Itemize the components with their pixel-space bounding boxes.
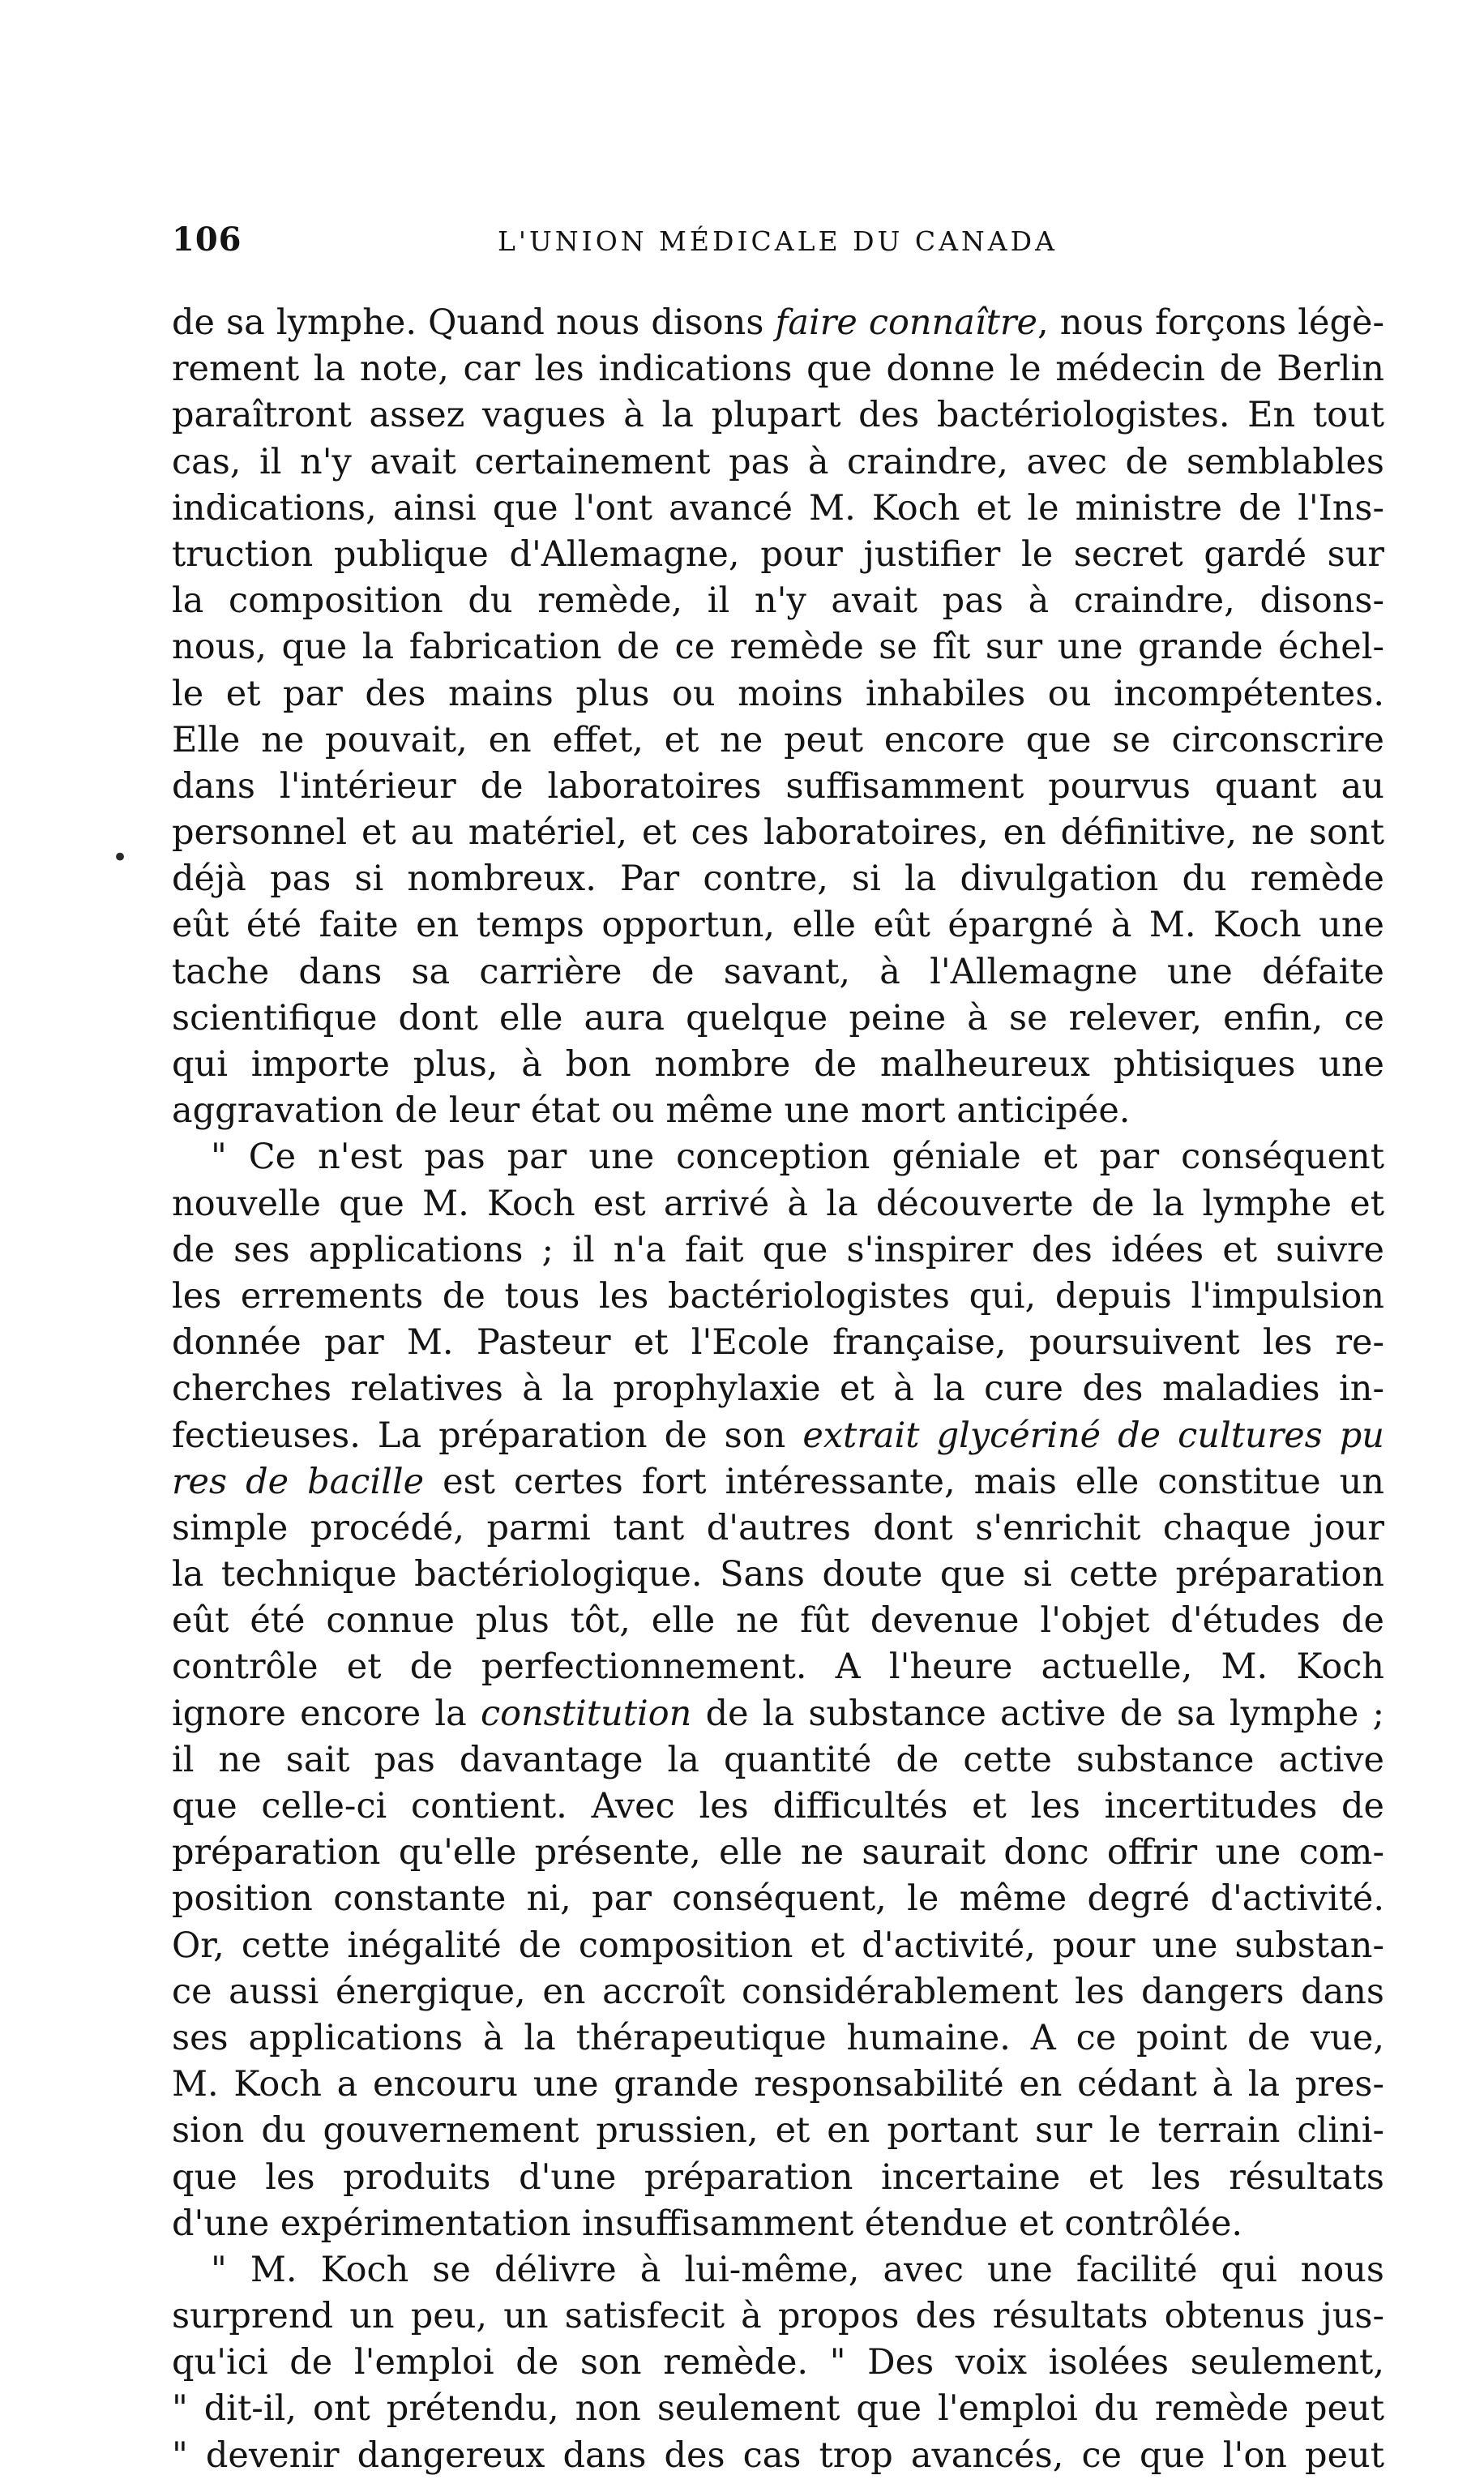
text-line bbox=[172, 1320, 1384, 1366]
text-segment: truction publique d'Allemagne, pour justifier le secret gardé sur bbox=[172, 533, 1384, 575]
text-line bbox=[172, 1737, 1384, 1784]
text-line bbox=[172, 1969, 1384, 2015]
text-line bbox=[172, 439, 1384, 486]
text-segment: , nous forçons légè- bbox=[1037, 302, 1385, 343]
text-line bbox=[172, 717, 1384, 764]
text-line bbox=[172, 2201, 1384, 2247]
text-segment: Elle ne pouvait, en effet, et ne peut encore que se circonscrire bbox=[172, 719, 1384, 760]
page-number: 106 bbox=[172, 221, 242, 259]
text-segment: tache dans sa carrière de savant, à l'Allemagne une défaite bbox=[172, 951, 1384, 992]
text-line bbox=[172, 2015, 1384, 2062]
text-segment: nouvelle que M. Koch est arrivé à la découverte de la lymphe et bbox=[172, 1183, 1384, 1224]
text-segment: que celle-ci contient. Avec les difficultés et les incertitudes de bbox=[172, 1786, 1384, 1826]
italic-text-segment: res de bacille bbox=[172, 1461, 425, 1502]
text-line bbox=[172, 1088, 1384, 1134]
text-line bbox=[172, 810, 1384, 856]
text-line bbox=[172, 2293, 1384, 2340]
text-segment: " dit-il, ont prétendu, non seulement que l'emploi du remède peut bbox=[172, 2388, 1384, 2430]
body-text bbox=[172, 300, 1384, 2479]
text-line bbox=[172, 346, 1384, 392]
text-segment: rement la note, car les indications que donne le médecin de Berlin bbox=[172, 349, 1384, 390]
text-line bbox=[172, 1505, 1384, 1552]
text-segment: " M. Koch se délivre à lui-même, avec une facilité qui nous bbox=[211, 2249, 1384, 2290]
text-segment: surprend un peu, un satisfecit à propos des résultats obtenus jus- bbox=[172, 2296, 1384, 2337]
text-line bbox=[172, 1181, 1384, 1227]
text-segment: de la substance active de sa lymphe ; bbox=[691, 1693, 1385, 1734]
text-segment: le et par des mains plus ou moins inhabiles ou incompétentes. bbox=[172, 673, 1384, 714]
text-line bbox=[172, 1691, 1384, 1737]
text-line bbox=[172, 949, 1384, 996]
text-line bbox=[172, 2386, 1384, 2432]
text-segment: ce aussi énergique, en accroît considérablement les dangers dans bbox=[172, 1971, 1384, 2012]
text-line bbox=[172, 902, 1384, 949]
text-segment: " Ce n'est pas par une conception géniale et par conséquent bbox=[211, 1137, 1384, 1178]
text-line bbox=[172, 1876, 1384, 1922]
text-segment: indications, ainsi que l'ont avancé M. Koch et le ministre de l'Ins- bbox=[172, 487, 1384, 529]
text-segment: préparation qu'elle présente, elle ne saurait donc offrir une com- bbox=[172, 1832, 1384, 1873]
text-line bbox=[172, 2433, 1384, 2479]
text-segment: il ne sait pas davantage la quantité de cette substance active bbox=[172, 1739, 1384, 1780]
text-line bbox=[172, 624, 1384, 670]
text-segment: fectieuses. La préparation de son bbox=[172, 1415, 803, 1456]
text-line bbox=[172, 300, 1384, 346]
text-segment: scientifique dont elle aura quelque peine à se relever, enfin, ce bbox=[172, 997, 1384, 1038]
text-segment: cherches relatives à la prophylaxie et à la cure des maladies in- bbox=[172, 1368, 1384, 1410]
text-line bbox=[172, 1134, 1384, 1180]
running-header bbox=[172, 221, 1384, 269]
text-line bbox=[172, 1459, 1384, 1505]
text-segment: les errements de tous les bactériologistes qui, depuis l'impulsion bbox=[172, 1275, 1384, 1317]
text-segment: aggravation de leur état ou même une mort anticipée. bbox=[172, 1090, 1131, 1132]
margin-mark: • bbox=[112, 841, 129, 874]
text-line bbox=[172, 1227, 1384, 1274]
text-segment: cas, il n'y avait certainement pas à craindre, avec de semblables bbox=[172, 441, 1384, 482]
text-segment: M. Koch a encouru une grande responsabilité en cédant à la pres- bbox=[172, 2064, 1384, 2105]
text-segment: dans l'intérieur de laboratoires suffisamment pourvus quant au bbox=[172, 765, 1384, 807]
text-segment: ses applications à la thérapeutique humaine. A ce point de vue, bbox=[172, 2017, 1384, 2058]
text-line bbox=[172, 996, 1384, 1042]
text-segment: qui importe plus, à bon nombre de malheureux phtisiques une bbox=[172, 1044, 1384, 1085]
text-segment: donnée par M. Pasteur et l'Ecole française, poursuivent les re- bbox=[172, 1322, 1384, 1364]
text-line bbox=[172, 1598, 1384, 1644]
text-segment: nous, que la fabrication de ce remède se fît sur une grande échel- bbox=[172, 627, 1384, 668]
text-line bbox=[172, 1644, 1384, 1690]
text-line bbox=[172, 2062, 1384, 2108]
text-segment: la technique bactériologique. Sans doute que si cette préparation bbox=[172, 1554, 1384, 1595]
text-segment: contrôle et de perfectionnement. A l'heure actuelle, M. Koch bbox=[172, 1647, 1384, 1688]
text-line bbox=[172, 578, 1384, 624]
text-segment: que les produits d'une préparation incertaine et les résultats bbox=[172, 2156, 1384, 2198]
text-line bbox=[172, 764, 1384, 810]
text-segment: de ses applications ; il n'a fait que s'inspirer des idées et suivre bbox=[172, 1229, 1384, 1270]
italic-text-segment: faire connaître bbox=[775, 302, 1037, 343]
journal-title: L'UNION MÉDICALE DU CANADA bbox=[498, 225, 1058, 257]
text-segment: paraîtront assez vagues à la plupart des bactériologistes. En tout bbox=[172, 395, 1384, 436]
text-segment: ignore encore la bbox=[172, 1693, 481, 1734]
text-segment: simple procédé, parmi tant d'autres dont s'enrichit chaque jour bbox=[172, 1507, 1384, 1548]
text-segment: est certes fort intéressante, mais elle constitue un bbox=[424, 1461, 1384, 1502]
text-line bbox=[172, 1830, 1384, 1876]
text-line bbox=[172, 1784, 1384, 1830]
text-line bbox=[172, 2340, 1384, 2386]
text-segment: qu'ici de l'emploi de son remède. " Des voix isolées seulement, bbox=[172, 2342, 1384, 2383]
text-line bbox=[172, 1413, 1384, 1459]
text-segment: position constante ni, par conséquent, le même degré d'activité. bbox=[172, 1878, 1384, 1920]
text-segment: d'une expérimentation insuffisamment étendue et contrôlée. bbox=[172, 2203, 1243, 2244]
text-segment: eût été connue plus tôt, elle ne fût devenue l'objet d'études de bbox=[172, 1600, 1384, 1642]
text-segment: personnel et au matériel, et ces laboratoires, en définitive, ne sont bbox=[172, 812, 1384, 854]
text-segment: de sa lymphe. Quand nous disons bbox=[172, 302, 776, 343]
text-segment: la composition du remède, il n'y avait pas à craindre, disons- bbox=[172, 580, 1384, 622]
text-line bbox=[172, 856, 1384, 902]
text-segment: sion du gouvernement prussien, et en portant sur le terrain clini- bbox=[172, 2110, 1384, 2152]
text-line bbox=[172, 2155, 1384, 2201]
text-line bbox=[172, 671, 1384, 717]
text-line bbox=[172, 1923, 1384, 1969]
text-line bbox=[172, 2108, 1384, 2154]
text-segment: Or, cette inégalité de composition et d'activité, pour une substan- bbox=[172, 1925, 1384, 1966]
text-segment: " devenir dangereux dans des cas trop avancés, ce que l'on peut bbox=[172, 2434, 1384, 2476]
text-line bbox=[172, 392, 1384, 439]
text-segment: eût été faite en temps opportun, elle eût épargné à M. Koch une bbox=[172, 905, 1384, 946]
text-line bbox=[172, 486, 1384, 532]
text-line bbox=[172, 1366, 1384, 1412]
text-line bbox=[172, 2247, 1384, 2293]
text-line bbox=[172, 532, 1384, 578]
text-line bbox=[172, 1552, 1384, 1598]
italic-text-segment: extrait glycériné de cultures pu bbox=[802, 1415, 1384, 1456]
text-segment: déjà pas si nombreux. Par contre, si la divulgation du remède bbox=[172, 859, 1384, 900]
text-line bbox=[172, 1042, 1384, 1088]
text-line bbox=[172, 1274, 1384, 1320]
italic-text-segment: constitution bbox=[481, 1693, 692, 1734]
